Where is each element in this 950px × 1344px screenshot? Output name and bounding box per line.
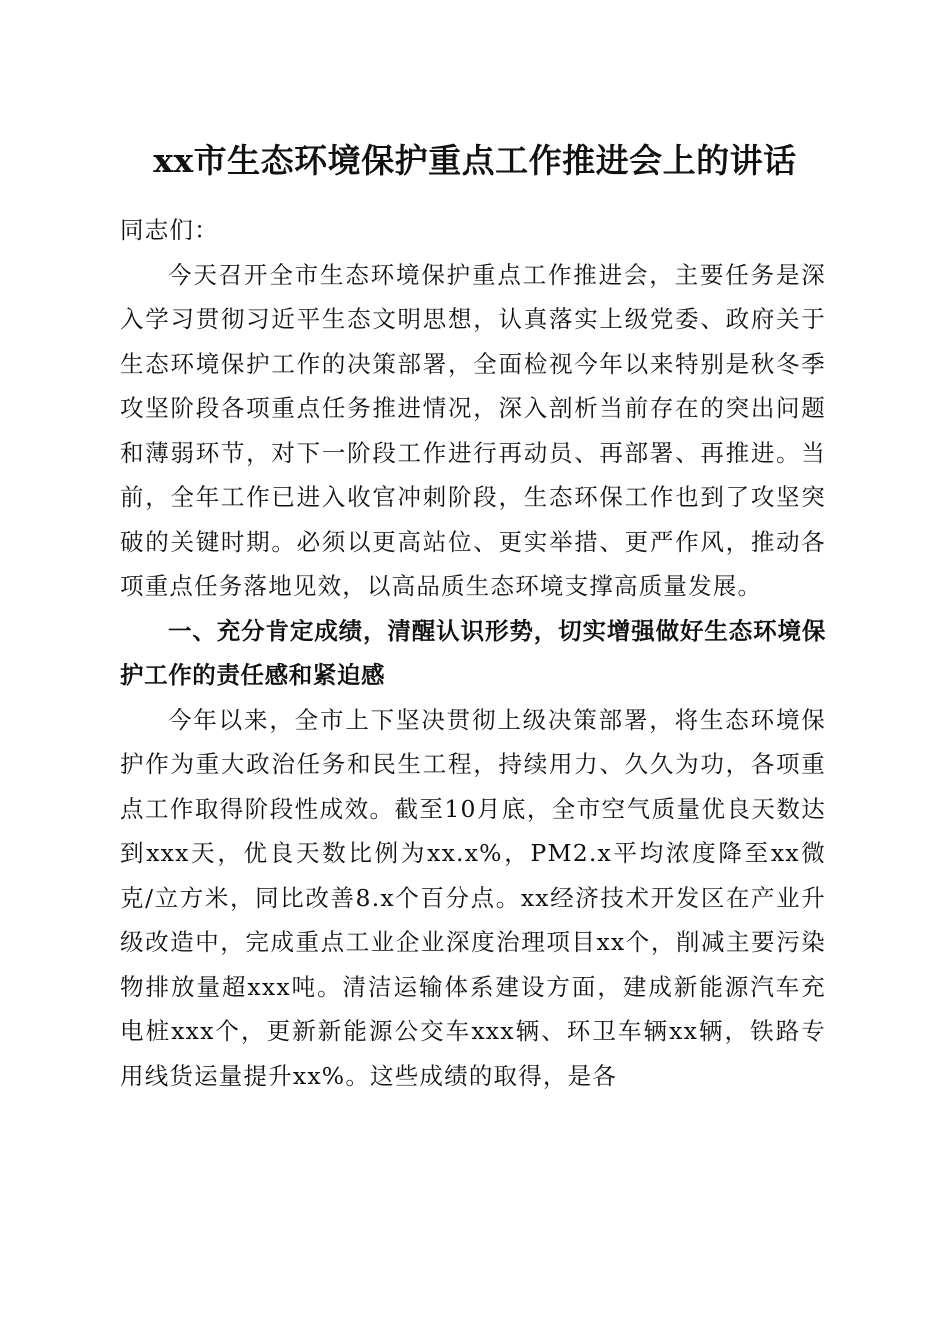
document-body (120, 208, 826, 1098)
salutation: 同志们： (120, 216, 219, 244)
section-heading: 一、充分肯定成绩，清醒认识形势，切实增强做好生态环境保护工作的责任感和紧迫感 (120, 616, 826, 689)
intro-paragraph: 今天召开全市生态环境保护重点工作推进会，主要任务是深入学习贯彻习近平生态文明思想，认真落实上级党委、政府关于生态环境保护工作的决策部署，全面检视今年以来特别是秋冬季攻坚阶段各项重点任务推进情况，深入剖析当前存在的突出问题和薄弱环节，对下一阶段工作进行再动员、再部署、再推进。当前，全年工作已进入收官冲刺阶段，生态环保工作也到了攻坚突破的关键时期。必须以更高站位、更实举措、更严作风，推动各项重点任务落地见效，以高品质生态环境支撑高质量发展。 (120, 260, 826, 600)
section-paragraph: 今年以来，全市上下坚决贯彻上级决策部署，将生态环境保护作为重大政治任务和民生工程，持续用力、久久为功，各项重点工作取得阶段性成效。截至10月底，全市空气质量优良天数达到xxx天，优良天数比例为xx.x%，PM2.x平均浓度降至xx微克/立方米，同比改善8.x个百分点。xx经济技术开发区在产业升级改造中，完成重点工业企业深度治理项目xx个，削减主要污染物排放量超xxx吨。清洁运输体系建设方面，建成新能源汽车充电桩xxx个，更新新能源公交车xxx辆、环卫车辆xx辆，铁路专用线货运量提升xx%。这些成绩的取得，是各 (120, 705, 826, 1090)
document-title: xx市生态环境保护重点工作推进会上的讲话 (153, 141, 797, 180)
